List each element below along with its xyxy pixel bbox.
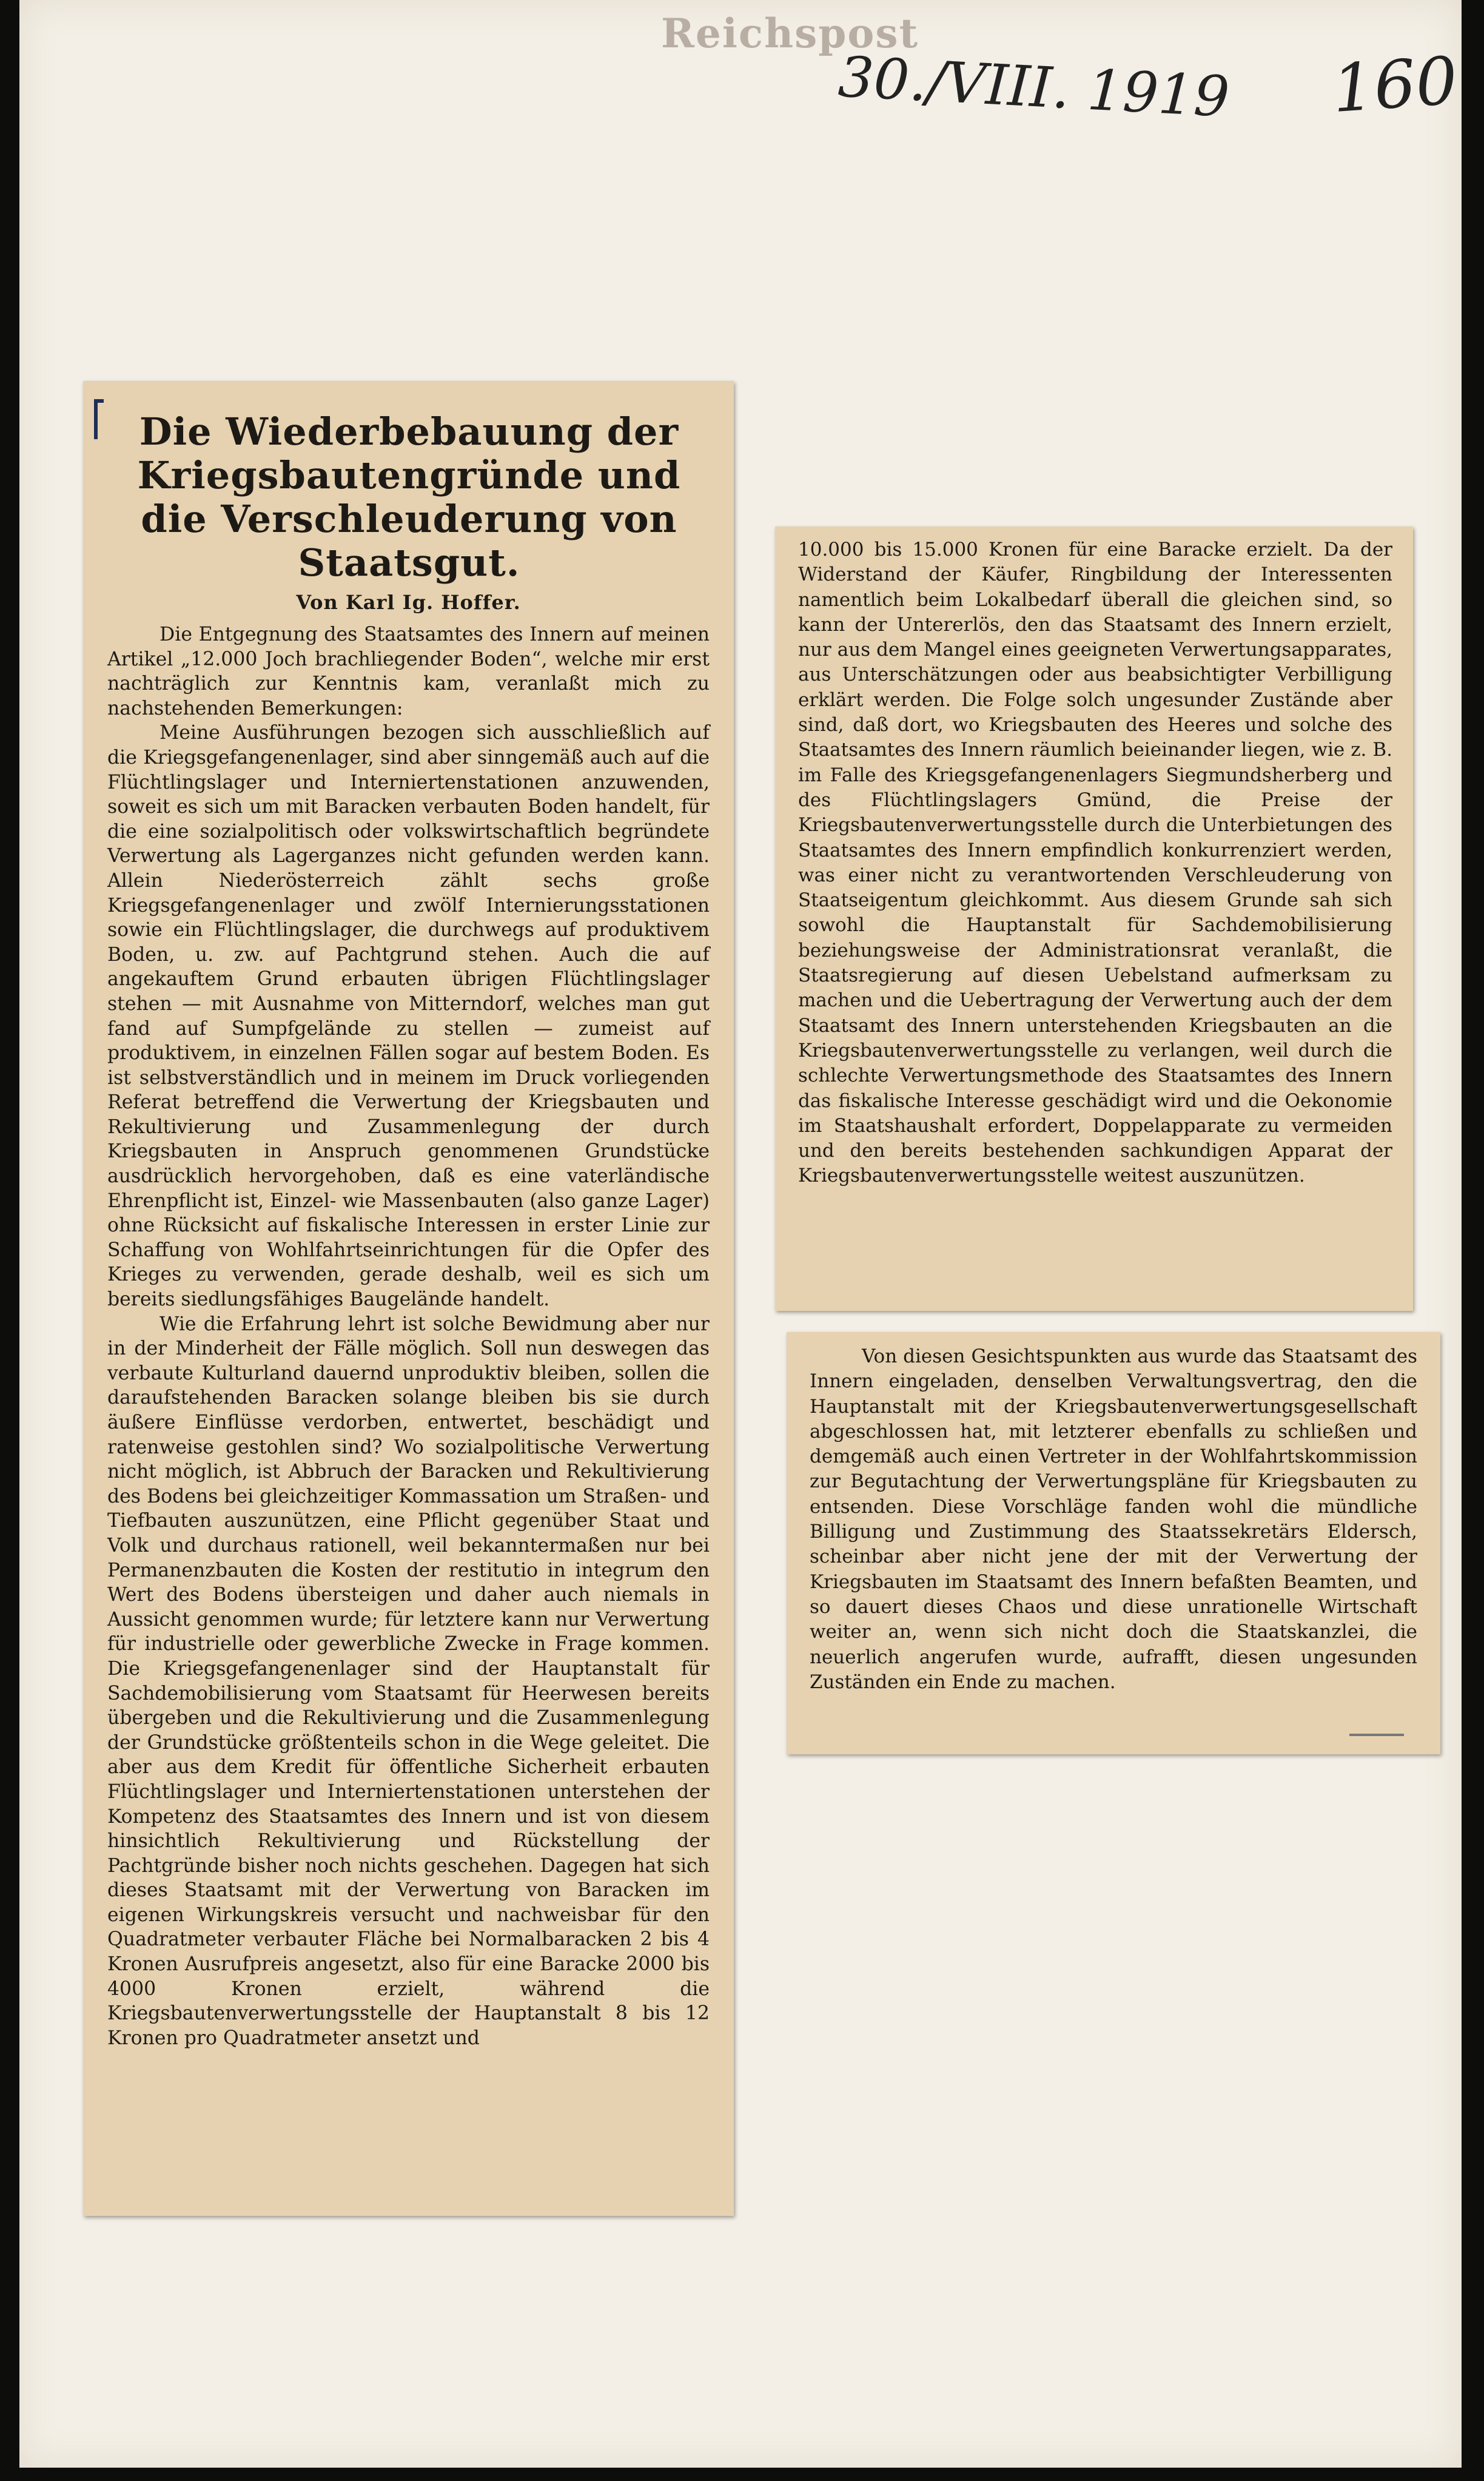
article-column-1 [107, 622, 710, 2050]
folio-number: 160 [1329, 42, 1460, 128]
clipping-conclusion [787, 1332, 1440, 1754]
bracket-mark [94, 399, 104, 439]
article-column-2 [798, 537, 1392, 1189]
handwritten-date: 30./VIII. 1919 [836, 44, 1231, 130]
clipping-main [83, 381, 734, 2216]
clipping-continuation [775, 527, 1413, 1311]
article-byline: Von Karl Ig. Hoffer. [296, 591, 521, 614]
article-headline: Die Wiederbebauung der Kriegsbautengründe und die Verschleuderung von Staatsgut. [137, 409, 681, 585]
paragraph: Wie die Erfahrung lehrt ist solche Bewidmung aber nur in der Minderheit der Fälle möglich. Soll nun deswegen das verbaute Kulturland dauernd unproduktiv bleiben, sollen die daraufstehenden Baracken solange bleiben bis sie durch äußere Einflüsse verdorben, entwertet, beschädigt und ratenweise gestohlen sind? Wo sozialpolitische Verwertung nicht möglich, ist Abbruch der Baracken und Rekultivierung des Bodens bei gleichzeitiger Kommassation um Straßen- und Tiefbauten auszunützen, eine Pflicht gegenüber Staat und Volk und durchaus rationell, weil bekanntermaßen nur bei Permanenzbauten die Kosten der restitutio in integrum den Wert des Bodens übersteigen und daher auch niemals in Aussicht genommen wurde; für letztere kann nur Verwertung für industrielle oder gewerbliche Zwecke in Frage kommen. Die Kriegsgefangenenlager sind der Hauptanstalt für Sachdemobilisierung vom Staatsamt für Heerwesen bereits übergeben und die Rekultivierung und die Zusammenlegung der Grundstücke größtenteils schon in die Wege geleitet. Die aber aus dem Kredit für öffentliche Sicherheit erbauten Flüchtlingslager und Interniertenstationen unterstehen der Kompetenz des Staatsamtes des Innern und ist von diesem hinsichtlich Rekultivierung und Rückstellung der Pachtgründe bisher noch nichts geschehen. Dagegen hat sich dieses Staatsamt mit der Verwertung von Baracken im eigenen Wirkungskreis versucht und nachweisbar für den Quadratmeter verbauter Fläche bei Normalbaracken 2 bis 4 Kronen Ausrufpreis angesetzt, also für eine Baracke 2000 bis 4000 Kronen erzielt, während die Kriegsbautenverwertungsstelle der Hauptanstalt 8 bis 12 Kronen pro Quadratmeter ansetzt und [107, 1313, 710, 2049]
article-column-3 [810, 1344, 1417, 1695]
end-rule [1349, 1734, 1404, 1736]
newspaper-stamp: Reichspost [661, 10, 919, 57]
paragraph: 10.000 bis 15.000 Kronen für eine Baracke erzielt. Da der Widerstand der Käufer, Ringbildung der Interessenten namentlich beim Lokalbedarf überall die gleichen sind, so kann der Untererlös, den das Staatsamt des Innern erzielt, nur aus dem Mangel eines geeigneten Verwertungsapparates, aus Unterschätzungen oder aus beabsichtigter Verbilligung erklärt werden. Die Folge solch ungesunder Zustände aber sind, daß dort, wo Kriegsbauten des Heeres und solche des Staatsamtes des Innern räumlich beieinander liegen, wie z. B. im Falle des Kriegsgefangenenlagers Siegmundsherberg und des Flüchtlingslagers Gmünd, die Preise der Kriegsbautenverwertungsstelle durch die Unterbietungen des Staatsamtes des Innern empfindlich konkurrenziert werden, was einer nicht zu verantwortenden Verschleuderung von Staatseigentum gleichkommt. Aus diesem Grunde sah sich sowohl die Hauptanstalt für Sachdemobilisierung beziehungsweise der Administrationsrat veranlaßt, die Staatsregierung auf diesen Uebelstand aufmerksam zu machen und die Uebertragung der Verwertung auch der dem Staatsamt des Innern unterstehenden Kriegsbauten an die Kriegsbautenverwertungsstelle zu verlangen, weil durch die schlechte Verwertungsmethode des Staatsamtes des Innern das fiskalische Interesse geschädigt wird und die Oekonomie im Staatshaushalt erfordert, Doppelapparate zu vermeiden und den bereits bestehenden sachkundigen Apparat der Kriegsbautenverwertungsstelle weitest auszunützen. [798, 539, 1392, 1187]
paragraph: Meine Ausführungen bezogen sich ausschließlich auf die Kriegsgefangenenlager, sind aber sinngemäß auch auf die Flüchtlingslager und Interniertenstationen anzuwenden, soweit es sich um mit Baracken verbauten Boden handelt, für die eine sozialpolitisch oder volkswirtschaftlich begründete Verwertung als Lagerganzes nicht gefunden werden kann. Allein Niederösterreich zählt sechs große Kriegsgefangenenlager und zwölf Internierungsstationen sowie ein Flüchtlingslager, die durchwegs auf produktivem Boden, u. zw. auf Pachtgrund stehen. Auch die auf angekauftem Grund erbauten übrigen Flüchtlingslager stehen — mit Ausnahme von Mitterndorf, welches man gut fand auf Sumpfgelände zu stellen — zumeist auf produktivem, in einzelnen Fällen sogar auf bestem Boden. Es ist selbstverständlich und in meinem im Druck vorliegenden Referat betreffend die Verwertung der Kriegsbauten und Rekultivierung und Zusammenlegung der durch Kriegsbauten in Anspruch genommenen Grundstücke ausdrücklich hervorgehoben, daß es eine vaterländische Ehrenpflicht ist, Einzel- wie Massenbauten (also ganze Lager) ohne Rücksicht auf fiskalische Interessen in erster Linie zur Schaffung von Wohlfahrtseinrichtungen für die Opfer des Krieges zu verwenden, gerade deshalb, weil es sich um bereits siedlungsfähiges Baugelände handelt. [107, 722, 710, 1311]
paragraph: Die Entgegnung des Staatsamtes des Innern auf meinen Artikel „12.000 Joch brachliegender Boden“, welche mir erst nachträglich zur Kenntnis kam, veranlaßt mich zu nachstehenden Bemerkungen: [107, 624, 710, 719]
paragraph: Von diesen Gesichtspunkten aus wurde das Staatsamt des Innern eingeladen, denselben Verwaltungsvertrag, den die Hauptanstalt mit der Kriegsbautenverwertungsgesellschaft abgeschlossen hat, mit letzterer ebenfalls zu schließen und demgemäß auch einen Vertreter in der Wohlfahrtskommission zur Begutachtung der Verwertungspläne für Kriegsbauten zu entsenden. Diese Vorschläge fanden wohl die mündliche Billigung und Zustimmung des Staatssekretärs Eldersch, scheinbar aber nicht jene der mit der Verwertung der Kriegsbauten im Staatsamt des Innern befaßten Beamten, und so dauert dieses Chaos und diese unrationelle Wirtschaft weiter an, wenn sich nicht doch die Staatskanzlei, die neuerlich angerufen wurde, aufrafft, diesen ungesunden Zuständen ein Ende zu machen. [810, 1345, 1417, 1693]
